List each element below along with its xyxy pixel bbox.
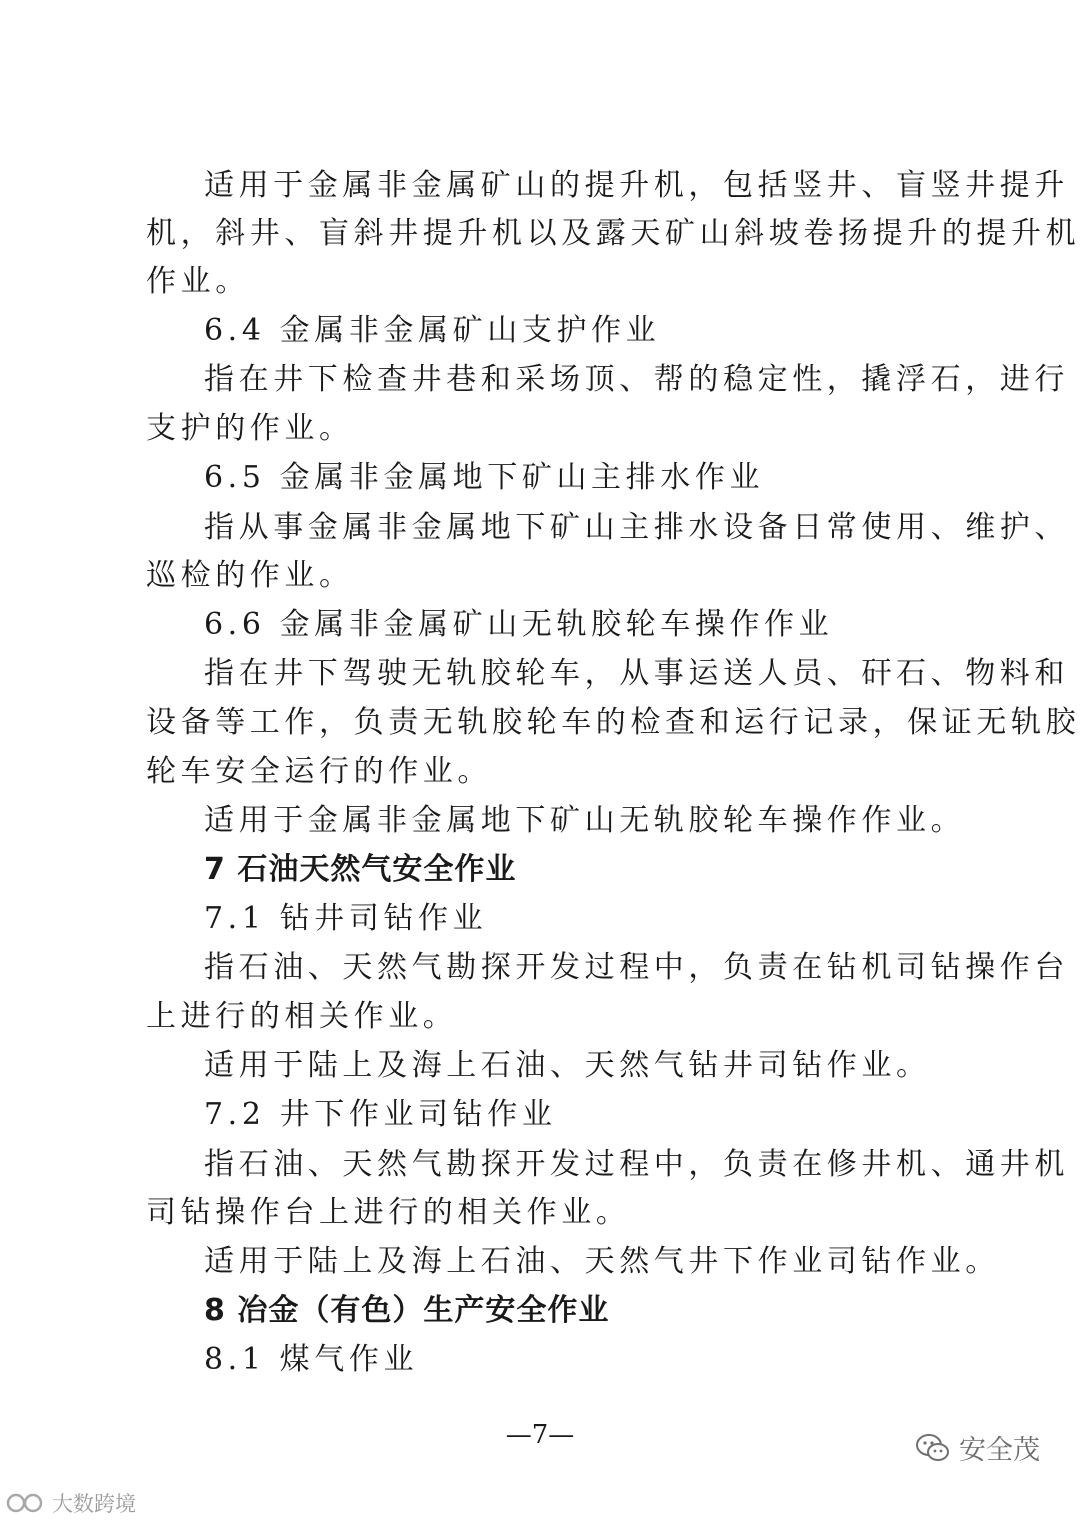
watermark-right-text: 安全茂 (959, 1435, 1040, 1466)
paragraph-line: 指石油、天然气勘探开发过程中，负责在钻机司钻操作台 (204, 950, 1069, 985)
paragraph-line: 指在井下驾驶无轨胶轮车，从事运送人员、矸石、物料和 (204, 656, 1069, 691)
paragraph-line: 适用于金属非金属地下矿山无轨胶轮车操作作业。 (204, 803, 966, 838)
paragraph-line: 作业。 (146, 264, 250, 299)
wechat-icon (915, 1433, 951, 1463)
paragraph-line: 巡检的作业。 (146, 558, 354, 593)
section-heading-6-6: 6.6 金属非金属矿山无轨胶轮车操作作业 (204, 607, 834, 642)
paragraph-line: 司钻操作台上进行的相关作业。 (146, 1195, 631, 1230)
section-heading-7-1: 7.1 钻井司钻作业 (204, 901, 488, 936)
paragraph-line: 机，斜井、盲斜井提升机以及露天矿山斜坡卷扬提升的提升机 (146, 216, 1080, 251)
paragraph-line: 适用于陆上及海上石油、天然气井下作业司钻作业。 (204, 1244, 1000, 1279)
paragraph-line: 指石油、天然气勘探开发过程中，负责在修井机、通井机 (204, 1147, 1069, 1182)
logo-icon (6, 1492, 46, 1514)
section-heading-7-2: 7.2 井下作业司钻作业 (204, 1097, 557, 1132)
watermark-left (6, 1488, 136, 1518)
paragraph-line: 上进行的相关作业。 (146, 999, 458, 1034)
watermark-right (915, 1428, 1040, 1467)
paragraph-line: 设备等工作，负责无轨胶轮车的检查和运行记录，保证无轨胶 (146, 705, 1080, 740)
paragraph-line: 轮车安全运行的作业。 (146, 754, 492, 789)
section-heading-7: 7 石油天然气安全作业 (204, 852, 517, 887)
section-heading-6-4: 6.4 金属非金属矿山支护作业 (204, 313, 661, 348)
paragraph-line: 支护的作业。 (146, 411, 354, 446)
page-number: —7— (505, 1420, 575, 1450)
paragraph-line: 适用于陆上及海上石油、天然气钻井司钻作业。 (204, 1048, 931, 1083)
paragraph-line: 指从事金属非金属地下矿山主排水设备日常使用、维护、 (204, 510, 1069, 545)
section-heading-6-5: 6.5 金属非金属地下矿山主排水作业 (204, 460, 765, 495)
watermark-left-text: 大数跨境 (52, 1492, 136, 1516)
section-heading-8: 8 冶金（有色）生产安全作业 (204, 1293, 610, 1328)
section-heading-8-1: 8.1 煤气作业 (204, 1342, 419, 1377)
paragraph-line: 指在井下检查井巷和采场顶、帮的稳定性，撬浮石，进行 (204, 362, 1069, 397)
paragraph-line: 适用于金属非金属矿山的提升机，包括竖井、盲竖井提升 (204, 168, 1069, 203)
